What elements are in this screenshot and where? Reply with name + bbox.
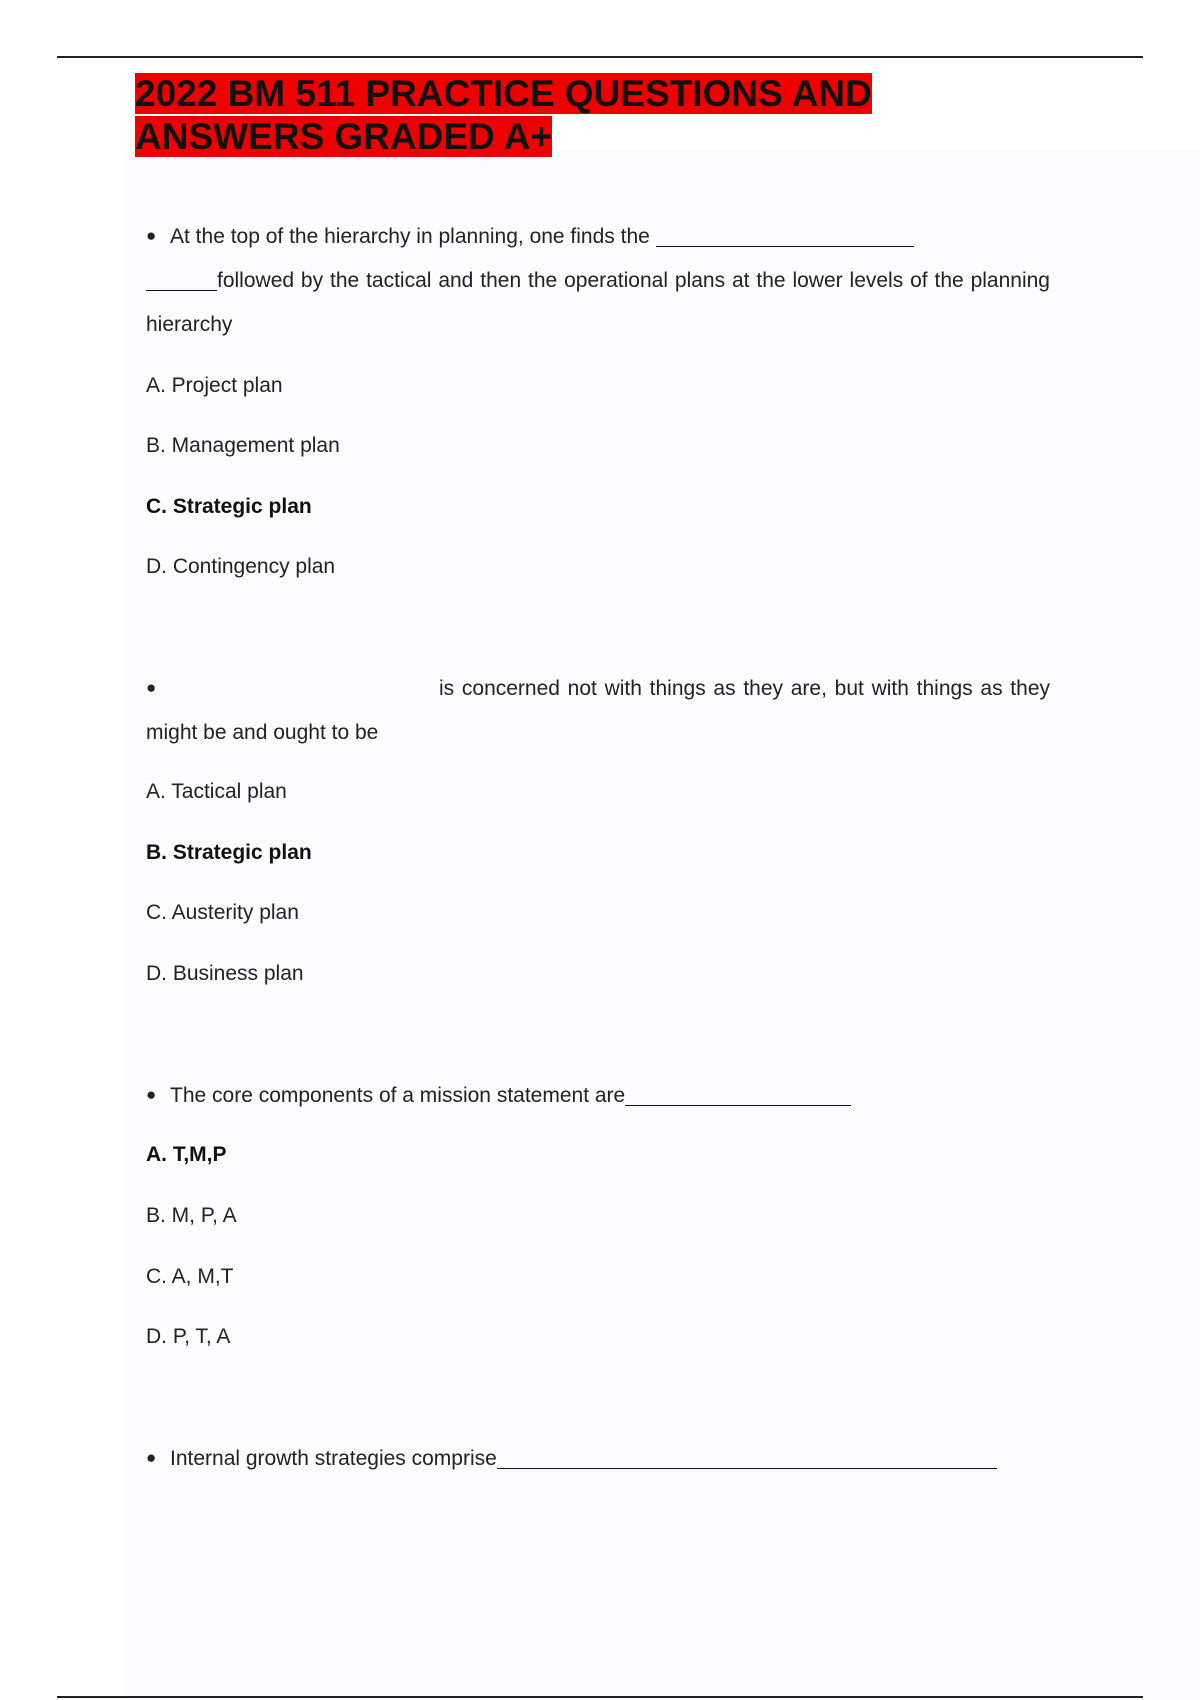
question-2-text: is concerned not with things as they are, but with things as they might be and ought to be <box>146 677 1050 744</box>
question-2-option-d: D. Business plan <box>146 962 304 985</box>
question-3 <box>146 1073 1050 1118</box>
question-1-option-a: A. Project plan <box>146 374 283 397</box>
question-1-option-d: D. Contingency plan <box>146 555 336 578</box>
bullet-icon: ● <box>146 1085 157 1104</box>
question-4-blank <box>497 1448 997 1469</box>
question-1-blank <box>656 226 914 247</box>
question-4-text: Internal growth strategies comprise <box>170 1447 497 1470</box>
question-1-option-b: B. Management plan <box>146 434 340 457</box>
question-3-option-c: C. A, M,T <box>146 1265 234 1288</box>
header-rule <box>57 56 1143 58</box>
question-1-option-c-answer: C. Strategic plan <box>146 495 312 518</box>
question-1 <box>146 214 1050 347</box>
question-1-text-before: At the top of the hierarchy in planning, one finds the <box>170 225 656 248</box>
question-3-option-a-answer: A. T,M,P <box>146 1143 227 1166</box>
question-2-option-b-answer: B. Strategic plan <box>146 841 312 864</box>
question-2-option-a: A. Tactical plan <box>146 780 287 803</box>
question-2-option-c: C. Austerity plan <box>146 901 299 924</box>
question-3-blank <box>625 1085 851 1106</box>
title-highlight: 2022 BM 511 PRACTICE QUESTIONS AND ANSWERS GRADED A+ <box>135 73 872 157</box>
document-title <box>135 72 1065 158</box>
footer-rule <box>57 1696 1143 1698</box>
bullet-icon: ● <box>146 1448 157 1467</box>
question-3-text: The core components of a mission statement are <box>170 1084 626 1107</box>
question-4 <box>146 1436 1050 1481</box>
question-1-text-after: followed by the tactical and then the operational plans at the lower levels of the planning hierarchy <box>146 269 1050 336</box>
question-2 <box>146 666 1050 755</box>
question-1-blank-continued <box>146 270 217 291</box>
question-3-option-d: D. P, T, A <box>146 1325 231 1348</box>
question-3-option-b: B. M, P, A <box>146 1204 237 1227</box>
bullet-icon: ● <box>146 678 157 697</box>
bullet-icon: ● <box>146 226 157 245</box>
